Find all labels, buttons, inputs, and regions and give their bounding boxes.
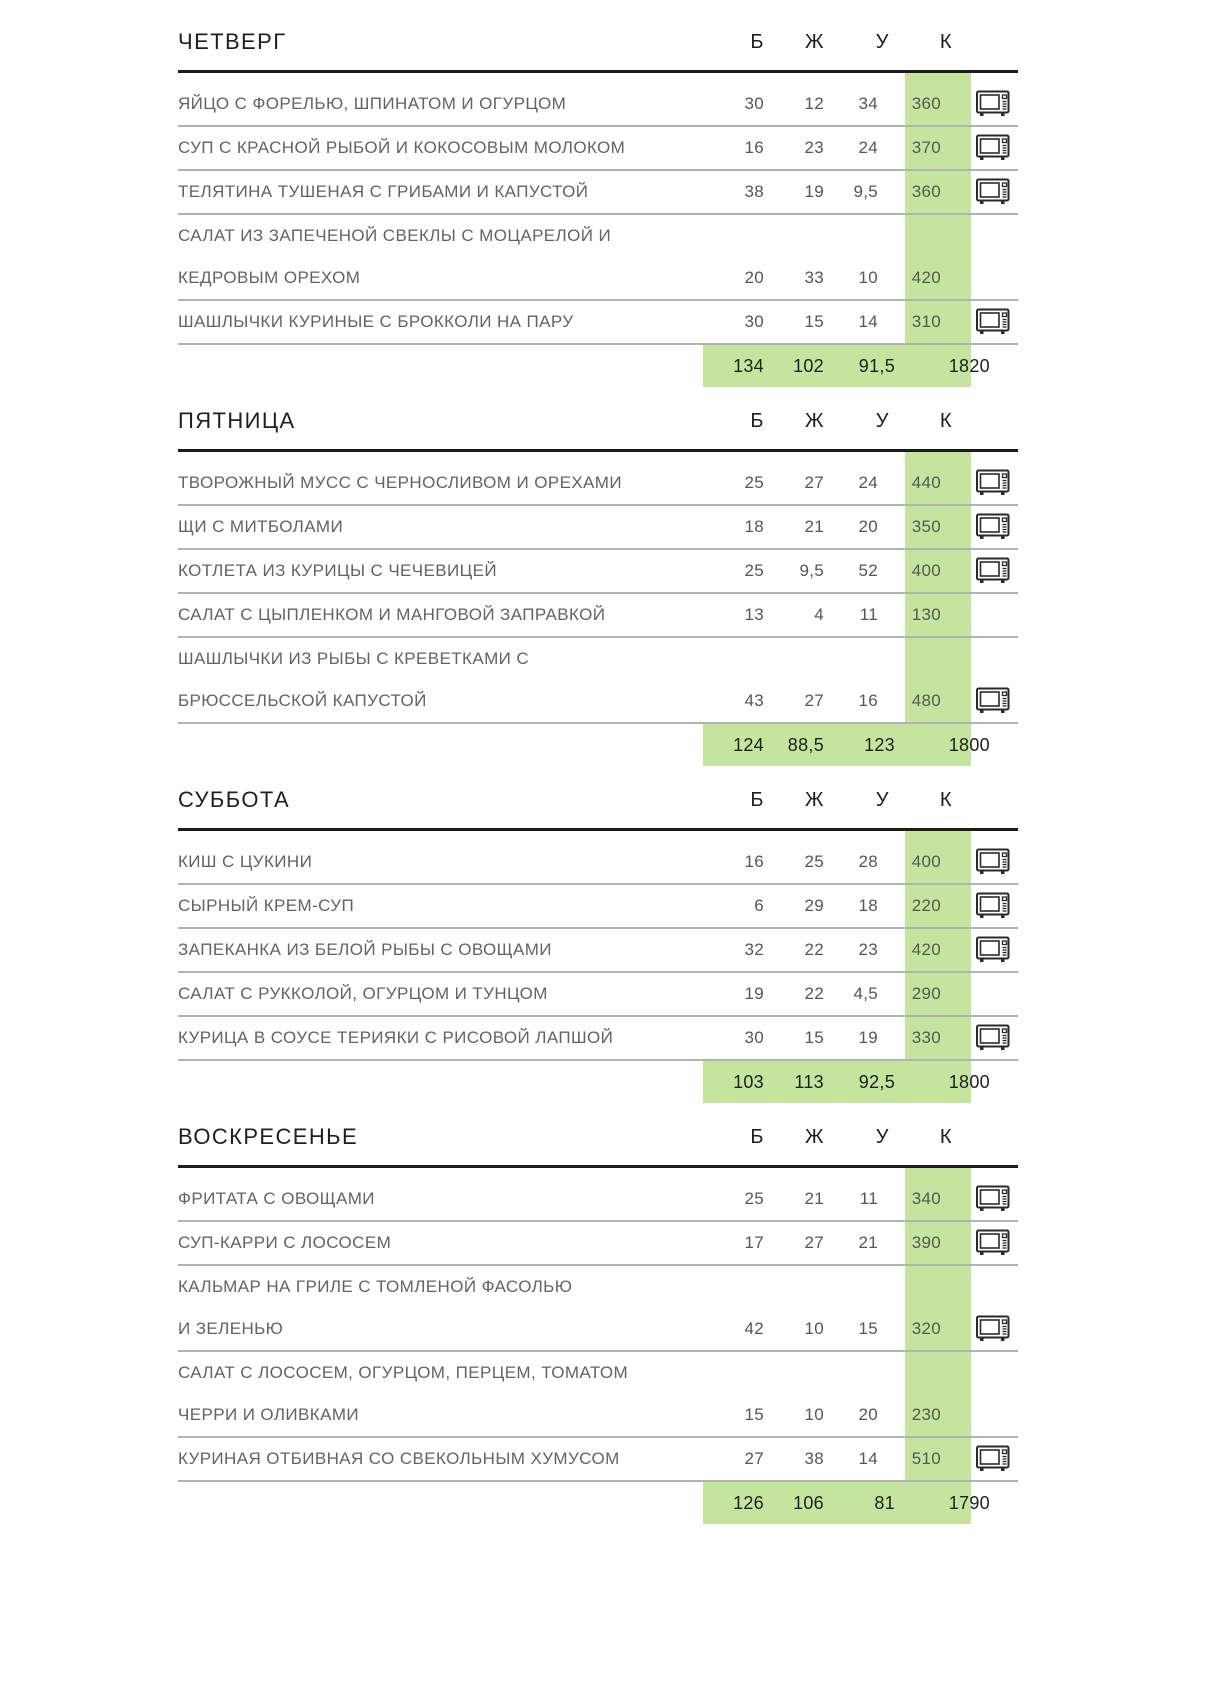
dish-name-line: БРЮССЕЛЬСКОЙ КАПУСТОЙ	[178, 691, 427, 710]
total-protein: 126	[703, 1482, 766, 1524]
column-gap	[880, 171, 905, 213]
dish-carbs: 18	[858, 896, 878, 915]
dish-calories: 480	[905, 638, 971, 722]
dish-name	[178, 831, 703, 883]
total-fat: 88,5	[766, 724, 826, 766]
dish-name	[178, 301, 703, 343]
totals-row	[178, 1061, 1018, 1103]
dish-row	[178, 638, 1018, 724]
dish-fat: 33	[804, 268, 824, 287]
dish-name	[178, 171, 703, 213]
dish-name-line: ЩИ С МИТБОЛАМИ	[178, 517, 344, 536]
microwave-icon	[976, 513, 1010, 540]
dish-carbs: 52	[858, 561, 878, 580]
reheat-cell	[971, 1017, 1018, 1059]
dish-calories: 230	[905, 1352, 971, 1436]
day-section	[178, 784, 1018, 1103]
dish-fat: 4	[814, 605, 824, 624]
dish-name-line: ЯЙЦО С ФОРЕЛЬЮ, ШПИНАТОМ И ОГУРЦОМ	[178, 94, 567, 113]
reheat-cell	[971, 885, 1018, 927]
dish-fat: 19	[804, 182, 824, 201]
col-header-calories: К	[939, 789, 952, 811]
microwave-icon	[976, 892, 1010, 919]
total-calories: 1790	[905, 1482, 971, 1524]
dish-protein: 30	[744, 94, 764, 113]
col-header-fat: Ж	[805, 410, 824, 432]
column-gap	[880, 1352, 905, 1436]
column-gap	[880, 301, 905, 343]
reheat-cell	[971, 1438, 1018, 1480]
dish-row	[178, 127, 1018, 171]
totals-spacer	[178, 1061, 703, 1103]
reheat-cell	[971, 1266, 1018, 1350]
col-header-protein: Б	[750, 1126, 764, 1148]
dish-protein: 30	[744, 1028, 764, 1047]
dish-name	[178, 127, 703, 169]
total-carbs: 123	[826, 724, 880, 766]
dish-name	[178, 1438, 703, 1480]
dish-calories: 130	[905, 594, 971, 636]
dish-protein: 38	[744, 182, 764, 201]
dish-calories: 350	[905, 506, 971, 548]
microwave-icon	[976, 1024, 1010, 1051]
dish-row	[178, 1352, 1018, 1438]
dish-fat: 9,5	[799, 561, 824, 580]
dish-name	[178, 73, 703, 125]
dish-fat: 27	[804, 1233, 824, 1252]
dish-row	[178, 831, 1018, 885]
dish-name-line: КАЛЬМАР НА ГРИЛЕ С ТОМЛЕНОЙ ФАСОЛЬЮ	[178, 1277, 573, 1296]
dish-row	[178, 452, 1018, 506]
dish-fat: 22	[804, 940, 824, 959]
microwave-icon	[976, 1229, 1010, 1256]
dish-carbs: 14	[858, 312, 878, 331]
column-gap	[880, 1017, 905, 1059]
day-title: ПЯТНИЦА	[178, 408, 296, 433]
dish-name	[178, 1222, 703, 1264]
col-header-fat: Ж	[805, 1126, 824, 1148]
dish-calories: 340	[905, 1168, 971, 1220]
dish-name-line: СЫРНЫЙ КРЕМ-СУП	[178, 896, 355, 915]
col-header-fat: Ж	[805, 31, 824, 53]
column-gap	[880, 831, 905, 883]
reheat-cell	[971, 1352, 1018, 1436]
day-section	[178, 405, 1018, 766]
col-header-carbs: У	[875, 789, 889, 811]
dish-row	[178, 215, 1018, 301]
dish-protein: 25	[744, 473, 764, 492]
dish-carbs: 14	[858, 1449, 878, 1468]
column-gap	[880, 550, 905, 592]
totals-spacer	[178, 724, 703, 766]
column-gap	[880, 1168, 905, 1220]
dish-row	[178, 506, 1018, 550]
col-header-protein: Б	[750, 31, 764, 53]
dish-row	[178, 1222, 1018, 1266]
col-header-protein: Б	[750, 410, 764, 432]
dish-carbs: 28	[858, 852, 878, 871]
column-gap	[880, 127, 905, 169]
total-fat: 106	[766, 1482, 826, 1524]
col-header-calories: К	[939, 1126, 952, 1148]
dish-name-line: СУП С КРАСНОЙ РЫБОЙ И КОКОСОВЫМ МОЛОКОМ	[178, 138, 626, 157]
day-title: СУББОТА	[178, 787, 291, 812]
dish-protein: 17	[744, 1233, 764, 1252]
dish-protein: 43	[744, 691, 764, 710]
dish-name-line: САЛАТ С ЛОСОСЕМ, ОГУРЦОМ, ПЕРЦЕМ, ТОМАТОМ	[178, 1363, 629, 1382]
microwave-icon	[976, 308, 1010, 335]
dish-name-line: КУРИЦА В СОУСЕ ТЕРИЯКИ С РИСОВОЙ ЛАПШОЙ	[178, 1028, 614, 1047]
dish-fat: 22	[804, 984, 824, 1003]
column-gap	[880, 506, 905, 548]
col-header-carbs: У	[875, 31, 889, 53]
dish-name-line: САЛАТ ИЗ ЗАПЕЧЕНОЙ СВЕКЛЫ С МОЦАРЕЛОЙ И	[178, 226, 612, 245]
col-header-protein: Б	[750, 789, 764, 811]
microwave-icon	[976, 469, 1010, 496]
column-gap	[880, 1438, 905, 1480]
col-header-calories: К	[939, 410, 952, 432]
dish-name	[178, 1266, 703, 1350]
dish-fat: 10	[804, 1405, 824, 1424]
column-gap	[880, 215, 905, 299]
total-calories: 1820	[905, 345, 971, 387]
col-header-fat: Ж	[805, 789, 824, 811]
dish-rows	[178, 831, 1018, 1061]
dish-rows	[178, 73, 1018, 345]
microwave-icon	[976, 936, 1010, 963]
dish-protein: 15	[744, 1405, 764, 1424]
column-gap	[880, 638, 905, 722]
reheat-cell	[971, 638, 1018, 722]
dish-carbs: 24	[858, 473, 878, 492]
day-header	[178, 405, 1018, 452]
dish-row	[178, 885, 1018, 929]
dish-name	[178, 506, 703, 548]
dish-protein: 19	[744, 984, 764, 1003]
dish-carbs: 11	[859, 1189, 878, 1208]
dish-calories: 220	[905, 885, 971, 927]
microwave-icon	[976, 90, 1010, 117]
dish-carbs: 21	[858, 1233, 878, 1252]
dish-carbs: 9,5	[853, 182, 878, 201]
dish-row	[178, 1266, 1018, 1352]
meal-plan-table	[178, 0, 1018, 1524]
dish-fat: 38	[804, 1449, 824, 1468]
total-protein: 124	[703, 724, 766, 766]
microwave-icon	[976, 1445, 1010, 1472]
column-gap	[880, 594, 905, 636]
dish-calories: 290	[905, 973, 971, 1015]
dish-calories: 310	[905, 301, 971, 343]
dish-row	[178, 1017, 1018, 1061]
dish-row	[178, 929, 1018, 973]
dish-name	[178, 973, 703, 1015]
day-section	[178, 1121, 1018, 1524]
reheat-cell	[971, 550, 1018, 592]
dish-name-line: КИШ С ЦУКИНИ	[178, 852, 313, 871]
reheat-cell	[971, 127, 1018, 169]
reheat-cell	[971, 1222, 1018, 1264]
column-gap	[880, 929, 905, 971]
microwave-icon	[976, 848, 1010, 875]
day-title: ЧЕТВЕРГ	[178, 29, 287, 54]
dish-name-line: И ЗЕЛЕНЬЮ	[178, 1319, 284, 1338]
dish-name-line: ЗАПЕКАНКА ИЗ БЕЛОЙ РЫБЫ С ОВОЩАМИ	[178, 940, 552, 959]
dish-row	[178, 301, 1018, 345]
day-header	[178, 784, 1018, 831]
dish-name	[178, 638, 703, 722]
reheat-cell	[971, 73, 1018, 125]
dish-calories: 400	[905, 831, 971, 883]
dish-carbs: 10	[858, 268, 878, 287]
dish-name-line: КОТЛЕТА ИЗ КУРИЦЫ С ЧЕЧЕВИЦЕЙ	[178, 561, 497, 580]
microwave-icon	[976, 687, 1010, 714]
dish-carbs: 34	[858, 94, 878, 113]
reheat-cell	[971, 1168, 1018, 1220]
dish-row	[178, 171, 1018, 215]
dish-name	[178, 452, 703, 504]
dish-carbs: 24	[858, 138, 878, 157]
reheat-cell	[971, 929, 1018, 971]
dish-carbs: 23	[858, 940, 878, 959]
dish-protein: 6	[754, 896, 764, 915]
column-gap	[880, 1266, 905, 1350]
dish-fat: 25	[804, 852, 824, 871]
dish-row	[178, 73, 1018, 127]
dish-name-line: САЛАТ С ЦЫПЛЕНКОМ И МАНГОВОЙ ЗАПРАВКОЙ	[178, 605, 606, 624]
dish-name-line: ЧЕРРИ И ОЛИВКАМИ	[178, 1405, 359, 1424]
reheat-cell	[971, 215, 1018, 299]
dish-fat: 10	[804, 1319, 824, 1338]
day-section	[178, 26, 1018, 387]
dish-calories: 360	[905, 171, 971, 213]
dish-calories: 320	[905, 1266, 971, 1350]
dish-name	[178, 885, 703, 927]
dish-rows	[178, 452, 1018, 724]
microwave-icon	[976, 1185, 1010, 1212]
column-gap	[880, 973, 905, 1015]
dish-fat: 21	[804, 517, 824, 536]
dish-fat: 21	[804, 1189, 824, 1208]
dish-carbs: 16	[858, 691, 878, 710]
dish-carbs: 15	[858, 1319, 878, 1338]
totals-spacer	[178, 345, 703, 387]
total-fat: 102	[766, 345, 826, 387]
dish-calories: 420	[905, 929, 971, 971]
totals-row	[178, 345, 1018, 387]
dish-fat: 29	[804, 896, 824, 915]
dish-carbs: 11	[859, 605, 878, 624]
dish-protein: 18	[744, 517, 764, 536]
dish-name-line: ШАШЛЫЧКИ КУРИНЫЕ С БРОККОЛИ НА ПАРУ	[178, 312, 574, 331]
dish-name	[178, 1017, 703, 1059]
total-carbs: 91,5	[826, 345, 880, 387]
dish-calories: 360	[905, 73, 971, 125]
dish-protein: 16	[744, 852, 764, 871]
column-gap	[880, 452, 905, 504]
dish-protein: 30	[744, 312, 764, 331]
dish-protein: 20	[744, 268, 764, 287]
totals-row	[178, 1482, 1018, 1524]
reheat-cell	[971, 301, 1018, 343]
reheat-cell	[971, 506, 1018, 548]
dish-name-line: ФРИТАТА С ОВОЩАМИ	[178, 1189, 375, 1208]
dish-fat: 12	[804, 94, 824, 113]
reheat-cell	[971, 973, 1018, 1015]
dish-calories: 400	[905, 550, 971, 592]
dish-calories: 420	[905, 215, 971, 299]
dish-carbs: 4,5	[853, 984, 878, 1003]
microwave-icon	[976, 557, 1010, 584]
reheat-cell	[971, 831, 1018, 883]
reheat-cell	[971, 594, 1018, 636]
dish-name-line: КУРИНАЯ ОТБИВНАЯ СО СВЕКОЛЬНЫМ ХУМУСОМ	[178, 1449, 620, 1468]
total-protein: 103	[703, 1061, 766, 1103]
dish-fat: 23	[804, 138, 824, 157]
day-header	[178, 26, 1018, 73]
dish-name-line: СУП-КАРРИ С ЛОСОСЕМ	[178, 1233, 392, 1252]
dish-calories: 510	[905, 1438, 971, 1480]
dish-name-line: ТЕЛЯТИНА ТУШЕНАЯ С ГРИБАМИ И КАПУСТОЙ	[178, 182, 589, 201]
dish-protein: 16	[744, 138, 764, 157]
dish-name	[178, 550, 703, 592]
dish-calories: 330	[905, 1017, 971, 1059]
dish-row	[178, 594, 1018, 638]
dish-name	[178, 929, 703, 971]
dish-protein: 13	[744, 605, 764, 624]
dish-calories: 390	[905, 1222, 971, 1264]
column-gap	[880, 73, 905, 125]
column-gap	[880, 1222, 905, 1264]
dish-protein: 42	[744, 1319, 764, 1338]
day-header	[178, 1121, 1018, 1168]
dish-name-line: ТВОРОЖНЫЙ МУСС С ЧЕРНОСЛИВОМ И ОРЕХАМИ	[178, 473, 622, 492]
dish-name	[178, 594, 703, 636]
dish-row	[178, 1168, 1018, 1222]
dish-protein: 32	[744, 940, 764, 959]
dish-calories: 370	[905, 127, 971, 169]
total-calories: 1800	[905, 724, 971, 766]
dish-protein: 25	[744, 561, 764, 580]
dish-row	[178, 973, 1018, 1017]
dish-fat: 27	[804, 691, 824, 710]
dish-calories: 440	[905, 452, 971, 504]
col-header-calories: К	[939, 31, 952, 53]
dish-row	[178, 1438, 1018, 1482]
dish-row	[178, 550, 1018, 594]
dish-carbs: 19	[858, 1028, 878, 1047]
microwave-icon	[976, 178, 1010, 205]
dish-rows	[178, 1168, 1018, 1482]
totals-row	[178, 724, 1018, 766]
dish-name-line: САЛАТ С РУККОЛОЙ, ОГУРЦОМ И ТУНЦОМ	[178, 984, 548, 1003]
total-protein: 134	[703, 345, 766, 387]
col-header-carbs: У	[875, 1126, 889, 1148]
col-header-carbs: У	[875, 410, 889, 432]
dish-name	[178, 1168, 703, 1220]
dish-name-line: ШАШЛЫЧКИ ИЗ РЫБЫ С КРЕВЕТКАМИ С	[178, 649, 530, 668]
dish-name	[178, 215, 703, 299]
column-gap	[880, 885, 905, 927]
dish-fat: 15	[804, 312, 824, 331]
dish-protein: 25	[744, 1189, 764, 1208]
dish-name	[178, 1352, 703, 1436]
day-title: ВОСКРЕСЕНЬЕ	[178, 1124, 359, 1149]
reheat-cell	[971, 452, 1018, 504]
total-calories: 1800	[905, 1061, 971, 1103]
dish-fat: 15	[804, 1028, 824, 1047]
dish-carbs: 20	[858, 517, 878, 536]
dish-protein: 27	[744, 1449, 764, 1468]
total-fat: 113	[766, 1061, 826, 1103]
dish-name-line: КЕДРОВЫМ ОРЕХОМ	[178, 268, 361, 287]
microwave-icon	[976, 134, 1010, 161]
dish-carbs: 20	[858, 1405, 878, 1424]
total-carbs: 92,5	[826, 1061, 880, 1103]
microwave-icon	[976, 1315, 1010, 1342]
total-carbs: 81	[826, 1482, 880, 1524]
totals-spacer	[178, 1482, 703, 1524]
reheat-cell	[971, 171, 1018, 213]
dish-fat: 27	[804, 473, 824, 492]
